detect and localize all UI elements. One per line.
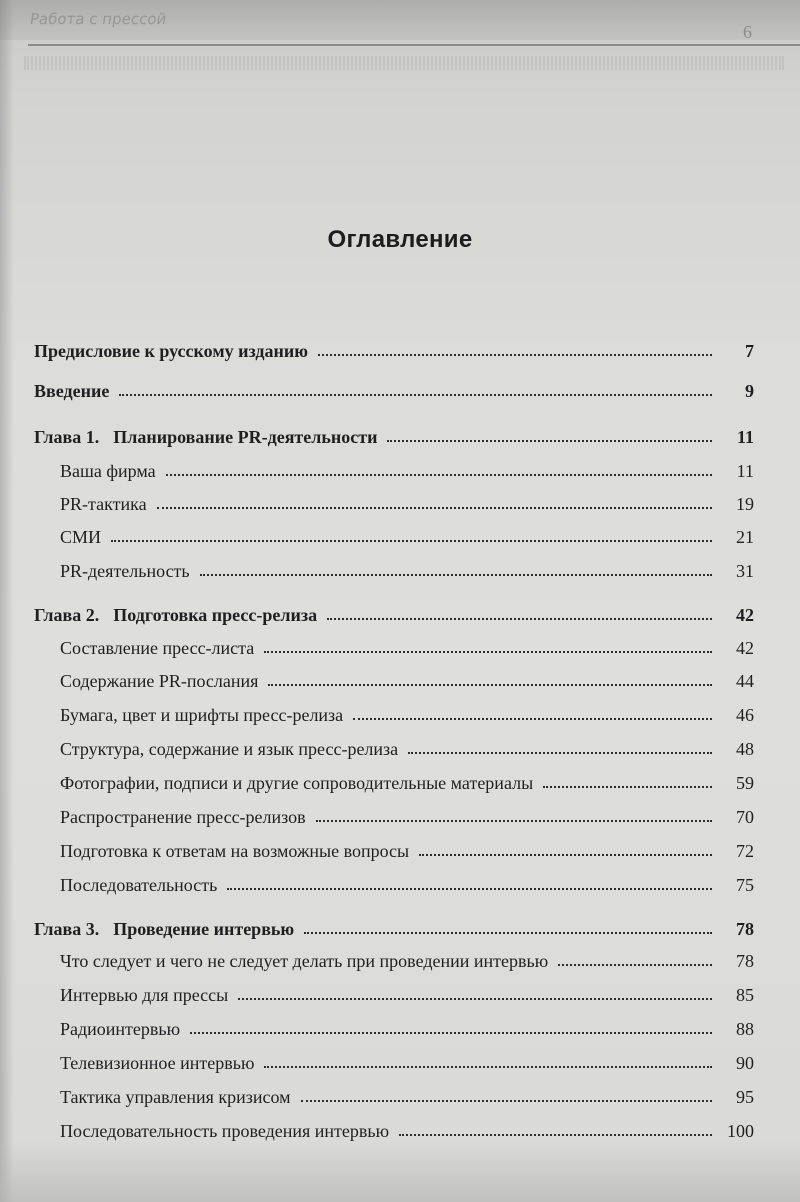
toc-section[interactable] [60, 554, 754, 582]
toc-leader-dots [119, 394, 712, 396]
toc-entry-label: Структура, содержание и язык пресс-релиза [60, 739, 399, 759]
toc-section[interactable] [60, 698, 754, 726]
toc-leader-dots [200, 574, 712, 576]
bleedthrough-row [24, 76, 784, 78]
toc-section[interactable] [60, 1114, 754, 1142]
toc-entry-label: Содержание PR-послания [60, 671, 259, 691]
toc-leader-dots [190, 1032, 712, 1034]
toc-entry-page: 59 [736, 773, 754, 793]
toc-section[interactable] [60, 944, 754, 972]
toc-leader-dots [157, 507, 712, 509]
toc-entry-label: Подготовка к ответам на возможные вопросы [60, 841, 410, 861]
bleedthrough-row [24, 70, 784, 72]
toc-entry-page: 21 [736, 527, 754, 547]
toc-entry-page: 48 [736, 739, 754, 759]
bleedthrough-row [24, 68, 784, 70]
toc-entry-label: PR-тактика [60, 494, 147, 514]
toc-entry-label: Составление пресс-листа [60, 638, 255, 658]
toc-entry-label: Тактика управления кризисом [60, 1087, 291, 1107]
toc-entry-page: 75 [736, 875, 754, 895]
toc-entry-label: Подготовка пресс-релиза [113, 605, 318, 625]
toc-chapter-1[interactable] [34, 420, 754, 448]
toc-leader-dots [316, 820, 712, 822]
running-header: Работа с прессой [28, 10, 168, 28]
toc-entry-page: 9 [745, 381, 754, 401]
toc-leader-dots [353, 718, 712, 720]
toc-entry-page: 46 [736, 705, 754, 725]
toc-entry-label: Фотографии, подписи и другие сопроводительные материалы [60, 773, 534, 793]
toc-section[interactable] [60, 487, 754, 515]
toc-section[interactable] [60, 520, 754, 548]
toc-leader-dots [238, 998, 712, 1000]
toc-entry-label: Распространение пресс-релизов [60, 807, 306, 827]
toc-section[interactable] [60, 732, 754, 760]
toc-leader-dots [419, 854, 712, 856]
header-rule [28, 44, 800, 46]
toc-entry-page: 11 [736, 427, 754, 447]
toc-section[interactable] [60, 1046, 754, 1074]
toc-section[interactable] [60, 834, 754, 862]
toc-entry-page: 19 [736, 494, 754, 514]
chapter-number: Глава 1. [34, 427, 100, 447]
toc-section[interactable] [60, 800, 754, 828]
toc-leader-dots [227, 888, 712, 890]
toc-entry-page: 42 [736, 638, 754, 658]
toc-leader-dots [318, 354, 712, 356]
toc-entry-page: 78 [736, 951, 754, 971]
toc-entry-label: Последовательность проведения интервью [60, 1121, 390, 1141]
page-title: Оглавление [327, 226, 473, 253]
toc-section[interactable] [60, 868, 754, 896]
toc-section[interactable] [60, 978, 754, 1006]
toc-entry-page: 42 [736, 605, 754, 625]
toc-entry-page: 90 [736, 1053, 754, 1073]
toc-entry-label: СМИ [60, 527, 102, 547]
page-left-shadow [0, 0, 14, 1202]
toc-leader-dots [301, 1100, 712, 1102]
toc-leader-dots [268, 684, 712, 686]
toc-entry-page: 70 [736, 807, 754, 827]
toc-leader-dots [543, 786, 712, 788]
toc-leader-dots [304, 932, 712, 934]
toc-entry-label: Проведение интервью [113, 919, 295, 939]
toc-entry-page: 95 [736, 1087, 754, 1107]
toc-entry-page: 7 [745, 341, 754, 361]
toc-leader-dots [264, 651, 712, 653]
bleedthrough-row [24, 74, 784, 76]
toc-entry-page: 88 [736, 1019, 754, 1039]
toc-leader-dots [558, 964, 712, 966]
toc-entry-label: Предисловие к русскому изданию [34, 341, 308, 361]
page-number: 6 [743, 22, 752, 42]
toc-leader-dots [387, 440, 712, 442]
toc-entry-intro[interactable] [34, 374, 754, 402]
toc-section[interactable] [60, 1080, 754, 1108]
bleedthrough-row [24, 66, 784, 68]
toc-entry-label: Ваша фирма [60, 461, 156, 481]
toc-entry-page: 44 [736, 671, 754, 691]
bleedthrough-row [24, 64, 784, 66]
toc-leader-dots [264, 1066, 712, 1068]
toc-entry-label: Введение [34, 381, 110, 401]
toc-leader-dots [327, 618, 712, 620]
toc-entry-label: Что следует и чего не следует делать при проведении интервью [60, 951, 549, 971]
toc-entry-page: 100 [727, 1121, 754, 1141]
toc-chapter-2[interactable] [34, 598, 754, 626]
toc-leader-dots [166, 474, 712, 476]
bleedthrough-row [24, 72, 784, 74]
chapter-number: Глава 3. [34, 919, 100, 939]
toc-entry-label: Телевизионное интервью [60, 1053, 255, 1073]
toc-leader-dots [408, 752, 712, 754]
toc-section[interactable] [60, 454, 754, 482]
toc-entry-page: 11 [736, 461, 754, 481]
toc-entry-label: Интервью для прессы [60, 985, 229, 1005]
toc-entry-label: Бумага, цвет и шрифты пресс-релиза [60, 705, 344, 725]
toc-entry-page: 72 [736, 841, 754, 861]
toc-entry-label: PR-деятельность [60, 561, 190, 581]
toc-entry-label: Планирование PR-деятельности [113, 427, 378, 447]
toc-leader-dots [399, 1134, 712, 1136]
toc-entry-preface[interactable] [34, 334, 754, 362]
toc-section[interactable] [60, 631, 754, 659]
toc-entry-page: 31 [736, 561, 754, 581]
toc-leader-dots [111, 540, 712, 542]
toc-entry-label: Последовательность [60, 875, 218, 895]
bleedthrough-text [24, 64, 784, 78]
toc-entry-page: 78 [736, 919, 754, 939]
toc-chapter-3[interactable] [34, 912, 754, 940]
toc-section[interactable] [60, 664, 754, 692]
toc-entry-page: 85 [736, 985, 754, 1005]
page-bottom-shadow [0, 1142, 800, 1202]
toc-section[interactable] [60, 766, 754, 794]
chapter-number: Глава 2. [34, 605, 100, 625]
toc-entry-label: Радиоинтервью [60, 1019, 181, 1039]
toc-section[interactable] [60, 1012, 754, 1040]
